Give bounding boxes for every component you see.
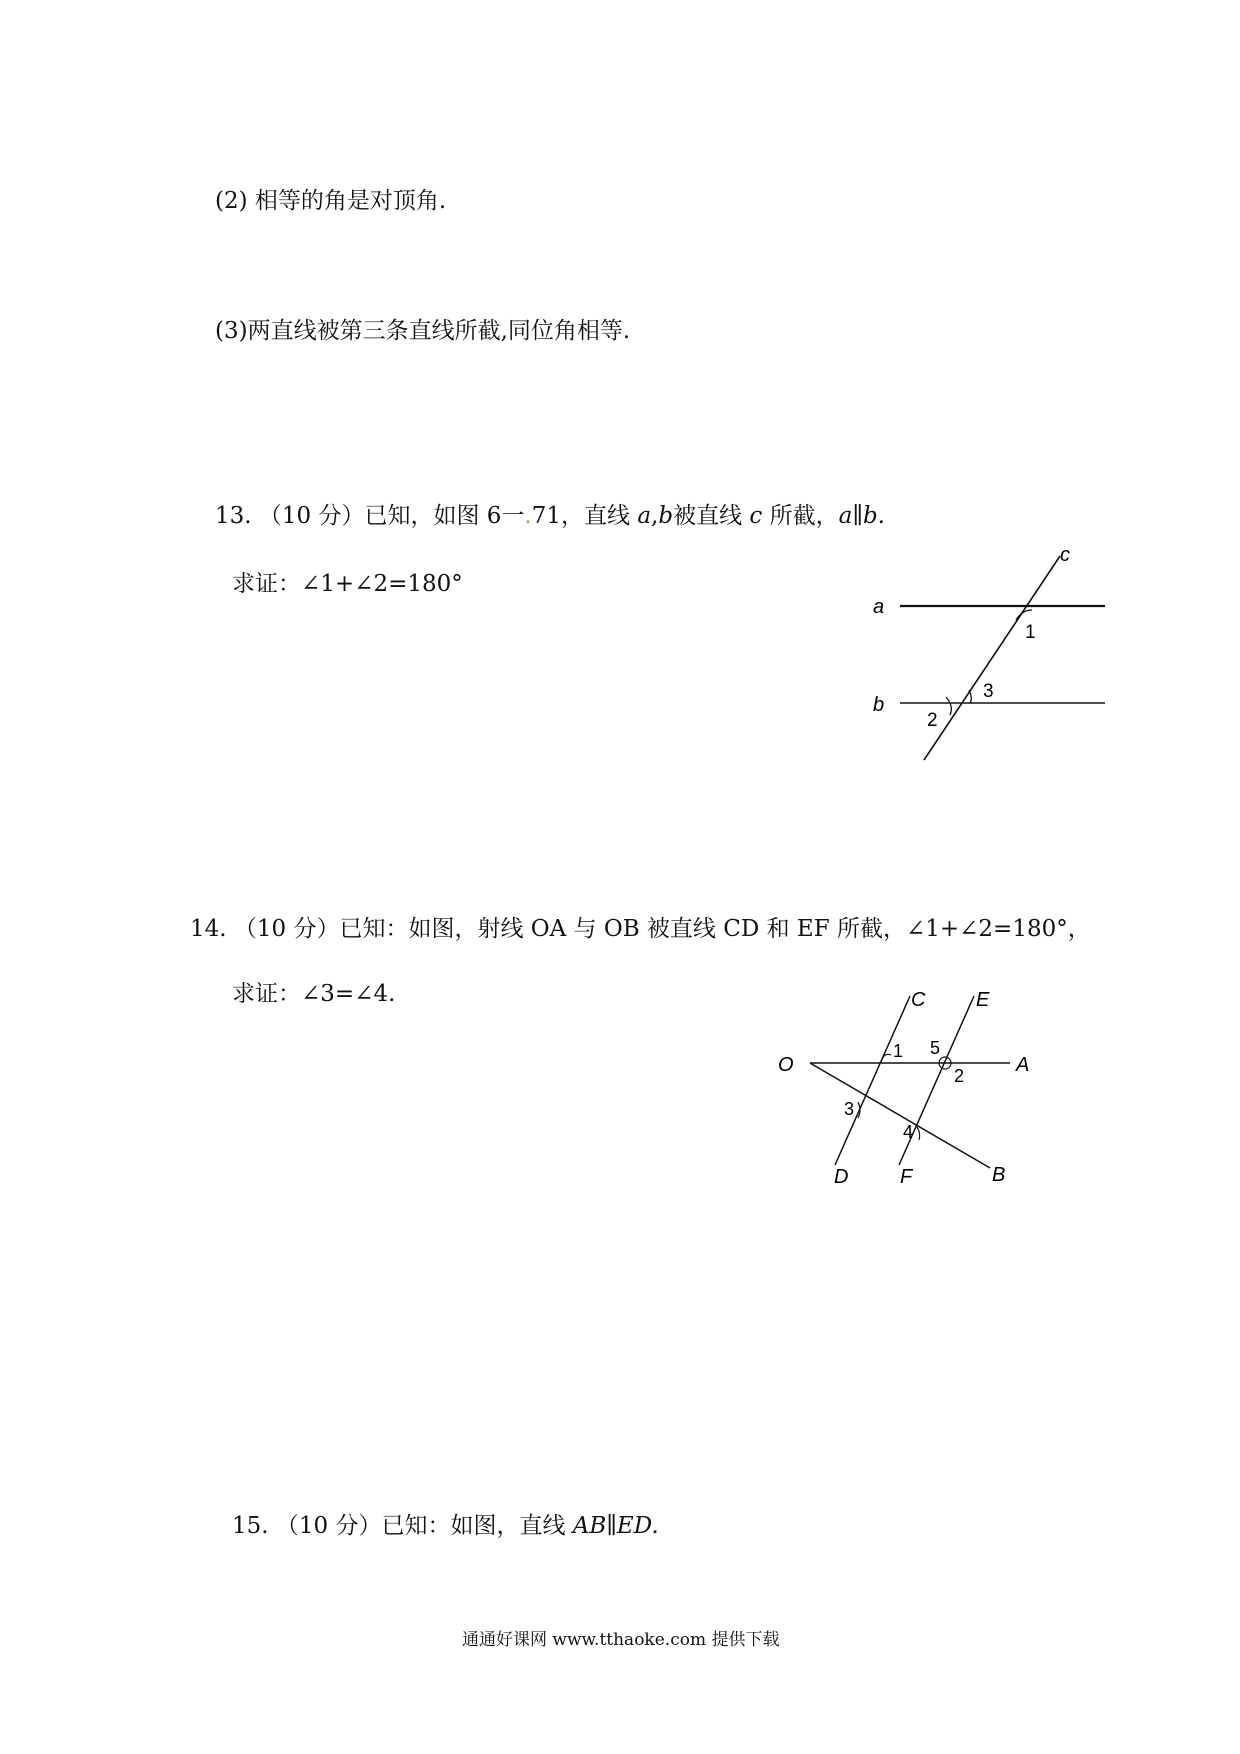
item-2: (2) 相等的角是对顶角. xyxy=(215,188,447,214)
label-D: D xyxy=(834,1166,849,1188)
label-angle-4: 4 xyxy=(903,1122,914,1142)
label-B: B xyxy=(992,1164,1006,1186)
q13-mid1: 71，直线 xyxy=(531,503,631,529)
arc-angle-1 xyxy=(881,1054,891,1062)
label-angle-5: 5 xyxy=(930,1038,941,1058)
q13-figure xyxy=(870,540,1120,770)
page-footer: 通通好课网 www.tthaoke.com 提供下载 xyxy=(462,1630,780,1650)
q13-var-b: b xyxy=(658,503,674,529)
label-F: F xyxy=(900,1166,913,1188)
q15-text xyxy=(232,1515,659,1538)
item-3: (3)两直线被第三条直线所截,同位角相等. xyxy=(215,318,631,344)
q13-text xyxy=(215,505,885,528)
q15-parallel: AB∥ED. xyxy=(572,1513,659,1539)
label-O: O xyxy=(778,1054,794,1076)
line-c xyxy=(924,556,1060,760)
q13-prove: 求证：∠1+∠2=180° xyxy=(232,571,463,597)
label-C: C xyxy=(911,990,926,1011)
arc-angle-2 xyxy=(946,697,951,715)
q13-var-c: c xyxy=(749,503,763,529)
q14-prove: 求证：∠3=∠4. xyxy=(232,981,396,1007)
label-E: E xyxy=(976,990,990,1011)
line-CD xyxy=(835,996,910,1165)
label-angle-3: 3 xyxy=(983,681,994,702)
label-b: b xyxy=(873,694,885,716)
label-angle-3: 3 xyxy=(844,1099,855,1119)
q13-dot: . xyxy=(524,503,532,529)
q13-mid2: 被直线 xyxy=(673,503,743,529)
arc-angle-4 xyxy=(917,1127,920,1140)
arc-angle-3 xyxy=(969,690,971,703)
label-angle-1: 1 xyxy=(1025,622,1036,643)
q13-mid3: 所截， xyxy=(769,503,839,529)
label-a: a xyxy=(873,596,885,618)
label-c: c xyxy=(1060,544,1070,566)
q14-figure xyxy=(770,990,1050,1200)
q13-parallel: a∥b. xyxy=(838,503,885,529)
q13-comma: , xyxy=(651,503,659,529)
label-A: A xyxy=(1016,1054,1030,1076)
label-angle-2: 2 xyxy=(927,710,938,731)
q14-text: 14. （10 分）已知：如图，射线 OA 与 OB 被直线 CD 和 EF 所截，∠1+∠2=180°， xyxy=(190,916,1091,942)
q13-prefix: 13. （10 分）已知，如图 6一 xyxy=(215,503,525,529)
label-angle-1: 1 xyxy=(893,1041,904,1061)
q13-var-a: a xyxy=(637,503,652,529)
q15-prefix: 15. （10 分）已知：如图，直线 xyxy=(232,1513,566,1539)
label-angle-2: 2 xyxy=(954,1066,965,1086)
